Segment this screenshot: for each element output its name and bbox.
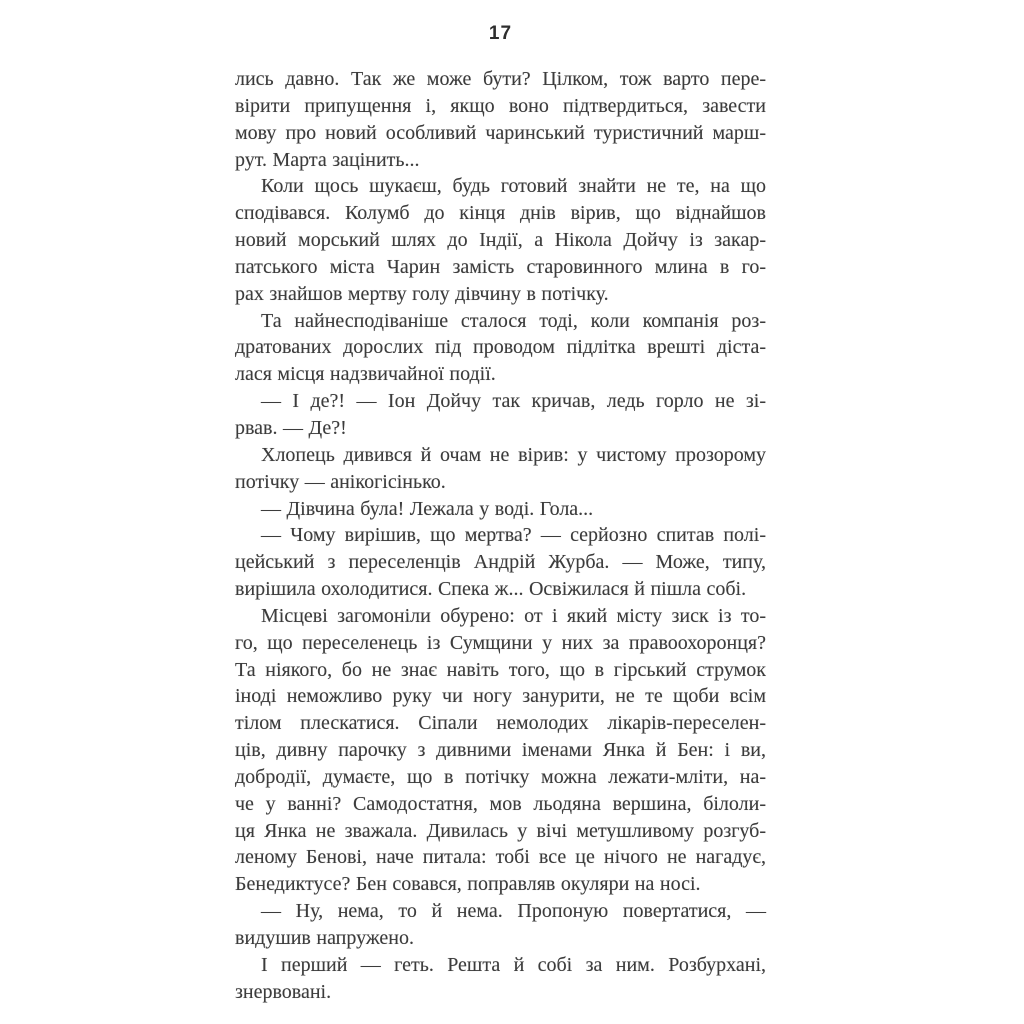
text-line: леному Бенові, наче питала: тобі все це нічого не нагадує, <box>235 846 766 869</box>
text-line: го, що переселенець із Сумщини у них за правоохоронця? <box>235 631 766 654</box>
text-line: рут. Марта зацінить... <box>235 148 420 171</box>
text-line: добродії, думаєте, що в потічку можна лежати-мліти, на- <box>235 765 766 788</box>
text-line: тілом плескатися. Сіпали немолодих лікарів-переселен- <box>235 712 766 735</box>
text-line: лись давно. Так же може бути? Цілком, тож варто пере- <box>235 68 766 90</box>
text-line: цейський з переселенців Андрій Журба. — Може, типу, <box>235 551 766 574</box>
text-line: вирішила охолодитися. Спека ж... Освіжилася й пішла собі. <box>235 578 747 601</box>
text-line: знервовані. <box>235 980 332 1003</box>
text-block <box>235 66 766 1006</box>
text-line: Місцеві загомоніли обурено: от і який місту зиск із то- <box>261 604 766 627</box>
text-line: ців, дивну парочку з дивними іменами Янка й Бен: і ви, <box>235 739 766 762</box>
text-line: Та найнесподіваніше сталося тоді, коли компанія роз- <box>261 309 766 332</box>
paragraph <box>235 603 766 898</box>
text-line: сподівався. Колумб до кінця днів вірив, що віднайшов <box>235 202 766 225</box>
text-line: — Чому вирішив, що мертва? — серйозно спитав полі- <box>261 524 766 547</box>
text-line: новий морський шлях до Індії, а Нікола Дойчу із закар- <box>235 229 766 252</box>
text-line: іноді неможливо руку чи ногу занурити, не те щоби всім <box>235 685 766 708</box>
paragraph <box>235 308 766 389</box>
page-number: 17 <box>488 23 513 44</box>
paragraph <box>235 388 766 442</box>
paragraph <box>235 66 766 173</box>
paragraph <box>235 173 766 307</box>
text-line: потічку — анікогісінько. <box>235 470 446 493</box>
paragraph <box>235 952 766 1006</box>
text-line: — Дівчина була! Лежала у воді. Гола... <box>261 497 594 520</box>
paragraph <box>235 898 766 952</box>
text-line: — Ну, нема, то й нема. Пропоную повертатися, — <box>261 900 766 923</box>
text-line: ця Янка не зважала. Дивилась у вічі метушливому розгуб- <box>235 819 766 842</box>
text-line: лася місця надзвичайної події. <box>235 363 496 386</box>
text-line: Та ніякого, бо не знає навіть того, що в гірський струмок <box>235 658 766 681</box>
text-line: рах знайшов мертву голу дівчину в потічку. <box>235 282 609 305</box>
paragraph <box>235 442 766 496</box>
paragraph <box>235 522 766 603</box>
text-line: Хлопець дивився й очам не вірив: у чистому прозорому <box>261 443 766 466</box>
text-line: дратованих дорослих під проводом підлітка врешті діста- <box>235 336 766 359</box>
text-line: — І де?! — Іон Дойчу так кричав, ледь горло не зі- <box>261 390 766 413</box>
text-line: видушив напружено. <box>235 927 414 949</box>
text-line: Коли щось шукаєш, будь готовий знайти не те, на що <box>261 175 766 198</box>
text-line: патського міста Чарин замість старовинного млина в го- <box>235 255 766 278</box>
text-line: І перший — геть. Решта й собі за ним. Розбурхані, <box>261 953 766 976</box>
text-line: вірити припущення і, якщо воно підтвердиться, завести <box>235 94 766 117</box>
paragraph <box>235 496 766 523</box>
text-line: Бенедиктусе? Бен совався, поправляв окуляри на носі. <box>235 873 701 896</box>
text-line: рвав. — Де?! <box>235 416 347 439</box>
text-line: че у ванні? Самодостатня, мов льодяна вершина, білоли- <box>235 792 766 815</box>
text-line: мову про новий особливий чаринський туристичний марш- <box>235 121 766 144</box>
